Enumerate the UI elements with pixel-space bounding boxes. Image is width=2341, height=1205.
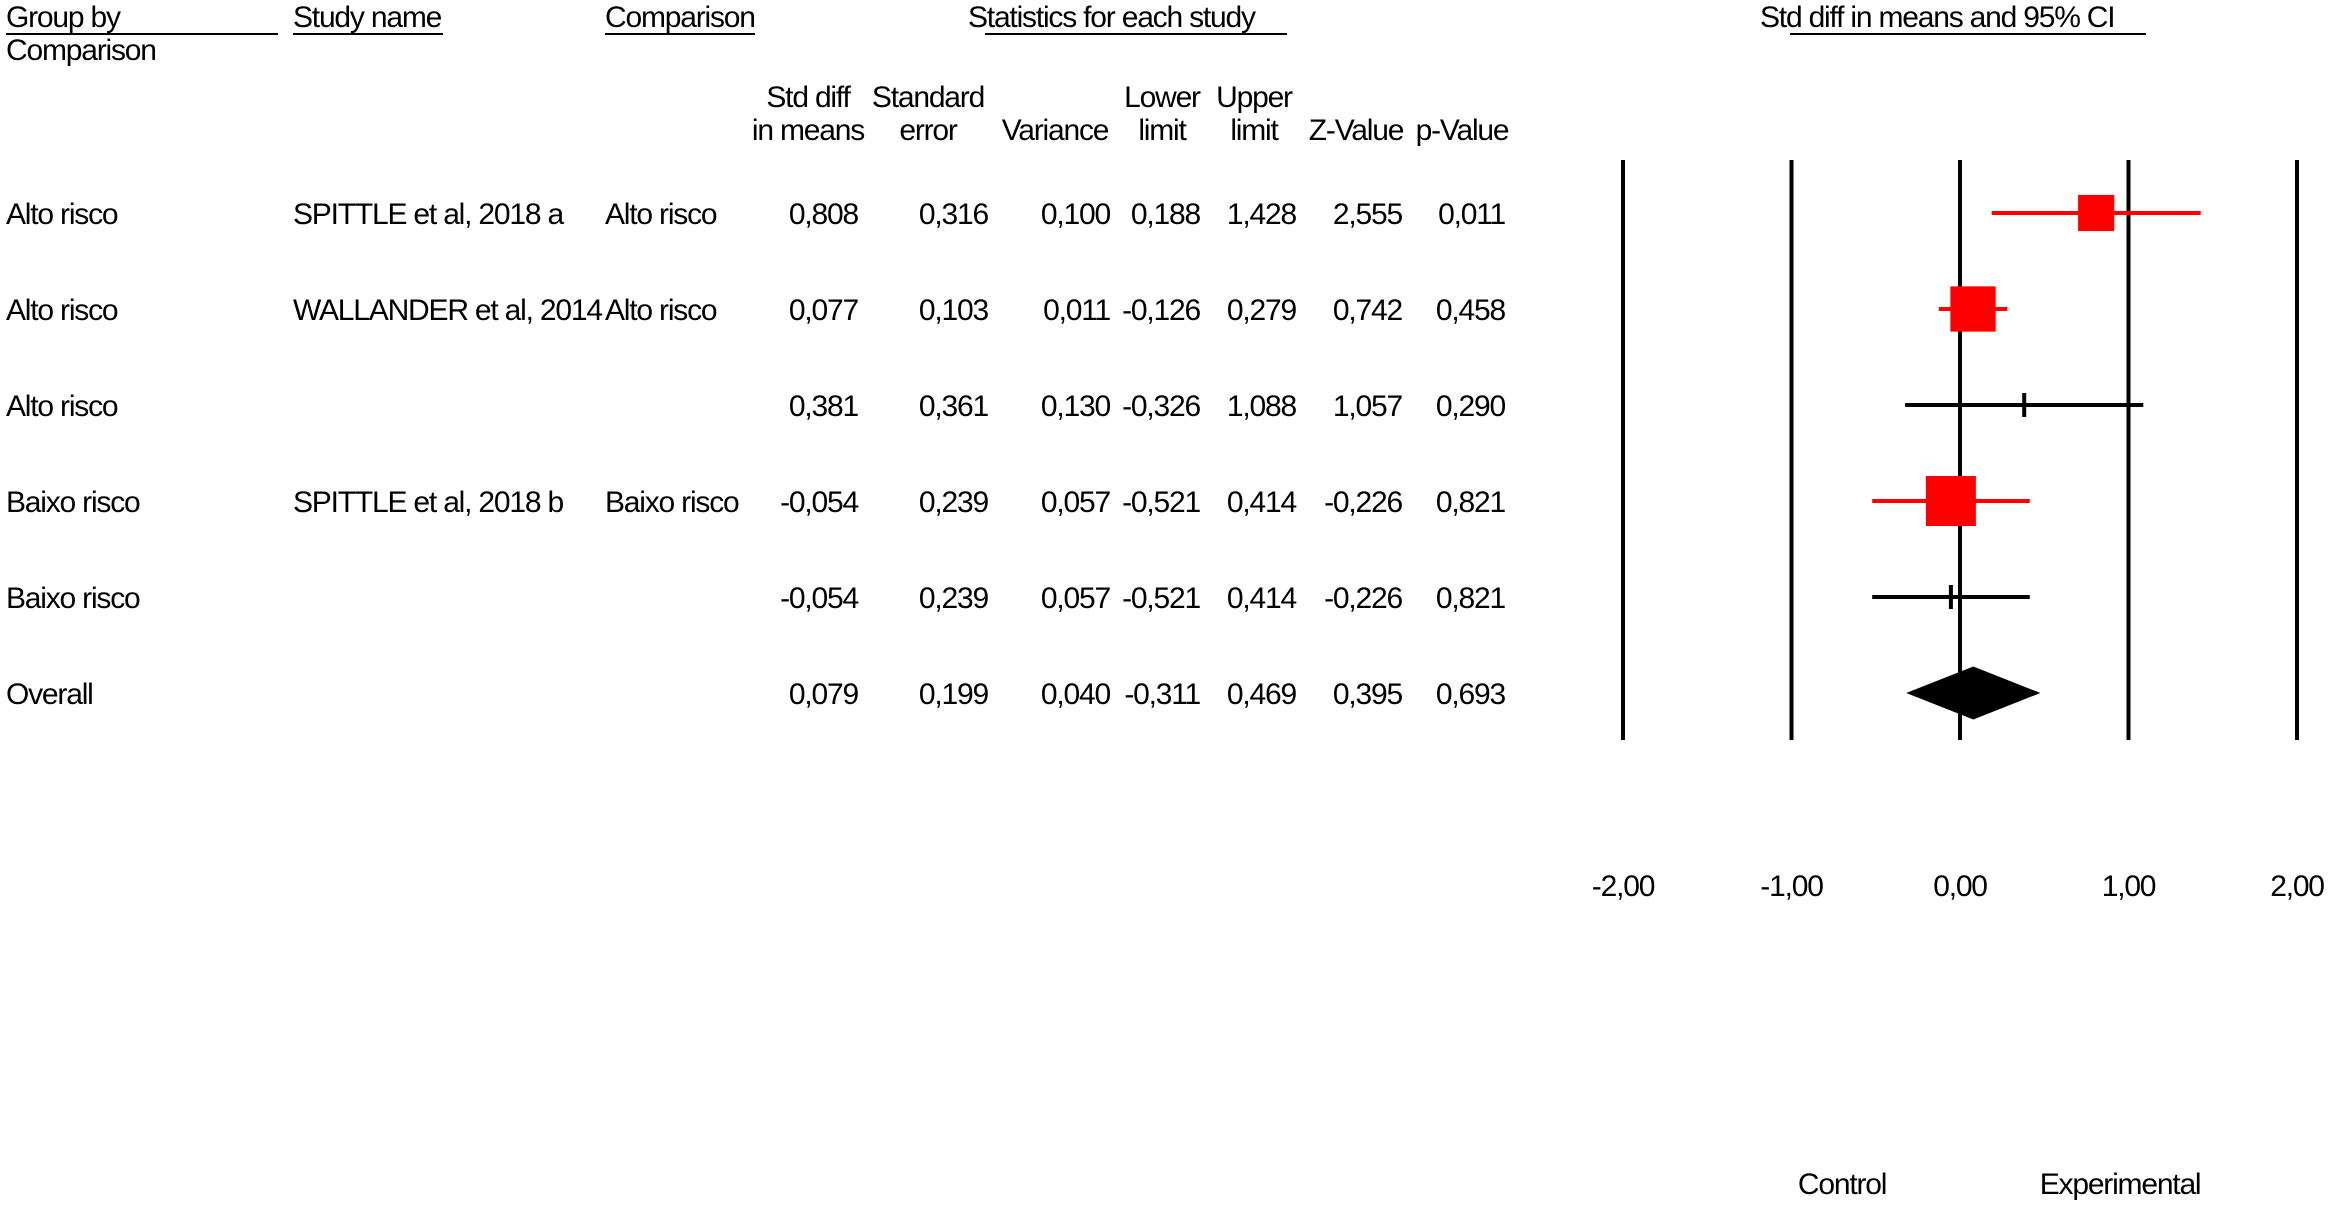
column-header-line1: Lower [1124,81,1200,114]
left-direction-label: Control [1797,1168,1887,1201]
column-header-line1: Standard [871,81,985,114]
x-tick-label: 2,00 [2270,870,2324,903]
row-stat-value: 0,011 [1043,294,1110,327]
header-plot-underline [1790,33,2146,35]
header-group-by: Group by [6,1,120,34]
column-header-line2: limit [1138,114,1186,147]
row-stat-value: 0,188 [1130,198,1200,231]
x-tick-label: -2,00 [1591,870,1655,903]
row-stat-value: 0,458 [1435,294,1505,327]
row-stat-value: 0,057 [1040,582,1110,615]
row-stat-value: 0,079 [788,678,858,711]
column-header-line1: Upper [1216,81,1292,114]
header-comparison: Comparison [605,1,755,34]
row-study-name: WALLANDER et al, 2014 [293,294,602,327]
study-effect-square [1926,476,1976,526]
row-stat-value: -0,226 [1324,486,1402,519]
row-stat-value: 0,414 [1226,582,1296,615]
row-stat-value: -0,521 [1122,486,1200,519]
row-stat-value: 0,316 [918,198,988,231]
row-stat-value: 0,808 [788,198,858,231]
row-stat-value: 0,130 [1040,390,1110,423]
overall-diamond [1908,667,2039,719]
row-stat-value: 0,239 [918,582,988,615]
row-group-label: Alto risco [6,198,118,231]
header-study-name: Study name [293,1,442,34]
row-stat-value: -0,521 [1122,582,1200,615]
row-stat-value: 0,011 [1438,198,1505,231]
row-stat-value: 0,100 [1040,198,1110,231]
column-header-line2: error [899,114,957,147]
row-group-label: Alto risco [6,294,118,327]
row-group-label: Baixo risco [6,582,140,615]
header-group-underline [6,33,278,35]
row-stat-value: 0,414 [1226,486,1296,519]
row-group-label: Overall [6,678,93,711]
column-header-line2: in means [751,114,865,147]
header-group-by-comparison: Comparison [6,34,156,67]
row-stat-value: 0,821 [1435,486,1505,519]
row-stat-value: 0,057 [1040,486,1110,519]
row-stat-value: 0,395 [1332,678,1402,711]
row-stat-value: 1,057 [1332,390,1402,423]
row-stat-value: 1,088 [1226,390,1296,423]
row-comparison: Alto risco [605,198,717,231]
row-stat-value: 0,821 [1435,582,1505,615]
row-stat-value: 0,693 [1435,678,1505,711]
row-comparison: Alto risco [605,294,717,327]
column-header-line1: Std diff [766,81,850,114]
x-tick-label: 0,00 [1933,870,1987,903]
row-comparison: Baixo risco [605,486,739,519]
x-tick-label: 1,00 [2101,870,2156,903]
row-stat-value: 0,040 [1040,678,1110,711]
row-stat-value: 0,199 [918,678,988,711]
row-stat-value: -0,126 [1122,294,1200,327]
row-stat-value: -0,054 [780,486,858,519]
row-group-label: Alto risco [6,390,118,423]
row-stat-value: 0,742 [1332,294,1402,327]
header-statistics-underline [985,33,1287,35]
row-study-name: SPITTLE et al, 2018 a [293,198,563,231]
row-group-label: Baixo risco [6,486,140,519]
row-stat-value: -0,054 [780,582,858,615]
row-stat-value: -0,311 [1124,678,1200,711]
right-direction-label: Experimental [2039,1168,2201,1201]
x-tick-label: -1,00 [1760,870,1823,903]
study-effect-square [1950,286,1995,331]
column-header-line2: Z-Value [1308,114,1404,147]
row-stat-value: 0,103 [918,294,988,327]
row-stat-value: 1,428 [1226,198,1296,231]
column-header-line2: Variance [1001,114,1109,147]
row-stat-value: -0,326 [1122,390,1200,423]
row-study-name: SPITTLE et al, 2018 b [293,486,563,519]
row-stat-value: 0,361 [918,390,988,423]
row-stat-value: 0,279 [1226,294,1296,327]
row-stat-value: 0,469 [1226,678,1296,711]
row-stat-value: 0,290 [1435,390,1505,423]
study-effect-square [2078,195,2114,231]
row-stat-value: 0,381 [788,390,858,423]
header-comparison-underline [605,33,755,35]
row-stat-value: 2,555 [1332,198,1402,231]
header-study-underline [293,33,443,35]
row-stat-value: -0,226 [1324,582,1402,615]
row-stat-value: 0,239 [918,486,988,519]
header-plot-title: Std diff in means and 95% CI [1760,1,2115,34]
header-statistics: Statistics for each study [968,1,1255,34]
column-header-line2: limit [1230,114,1278,147]
row-stat-value: 0,077 [788,294,858,327]
column-header-line2: p-Value [1415,114,1509,147]
